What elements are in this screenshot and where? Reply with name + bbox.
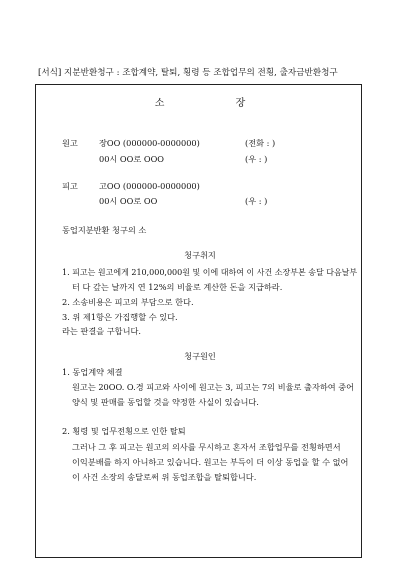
plaintiff-phone: (전화 : ) [245,138,276,148]
plaintiff-label: 원고 [62,138,78,148]
plaintiff-address: 00시 OO로 OOO [99,154,165,164]
plaintiff-zip: (우 : ) [245,154,268,164]
defendant-label: 피고 [62,181,78,191]
defendant-zip: (우 : ) [245,196,268,206]
section-title: 1. 동업계약 체결 [62,367,123,377]
defendant-address: 00시 OO로 OO [99,196,158,206]
section-body-line: 원고는 20OO. O.경 피고와 사이에 원고는 3, 피고는 7의 비율로 출자하여 중어 [72,382,355,392]
form-header: [서식] 지분반환청구 : 조합계약, 탈퇴, 횡령 등 조합업무의 전횡, 출자금반환청구 [38,68,338,78]
claim-purpose-line: 2. 소송비용은 피고의 부담으로 한다. [62,297,194,307]
section-body-line: 양식 및 판매를 동업할 것을 약정한 사실이 있습니다. [72,397,259,407]
claim-purpose-line: 터 다 갚는 날까지 연 12%의 비율로 계산한 돈을 지급하라. [72,282,283,292]
section-body-line: 이 사건 소장의 송달로써 위 동업조합을 탈퇴합니다. [72,472,257,482]
section-body-line: 이익분배를 하지 아니하고 있습니다. 원고는 부득이 더 이상 동업을 할 수 없어 [72,457,349,467]
section-title: 2. 횡령 및 업무전횡으로 인한 탈퇴 [62,426,186,436]
section-body-line: 그러나 그 후 피고는 원고의 의사를 무시하고 혼자서 조합업무를 전횡하면서 [72,442,341,452]
document-title: 소 장 [154,98,280,109]
case-name: 동업지분반환 청구의 소 [62,225,147,235]
plaintiff-name: 장OO (000000-0000000) [99,138,200,148]
claim-purpose-line: 라는 판결을 구합니다. [62,326,141,336]
claim-purpose-heading: 청구취지 [184,250,216,260]
claim-purpose-line: 3. 위 제1항은 가집행할 수 있다. [62,312,178,322]
defendant-name: 고OO (000000-0000000) [99,181,200,191]
claim-purpose-line: 1. 피고는 원고에게 210,000,000원 및 이에 대하여 이 사건 소장부본 송달 다음날부 [62,267,358,277]
claim-cause-heading: 청구원인 [184,351,216,361]
